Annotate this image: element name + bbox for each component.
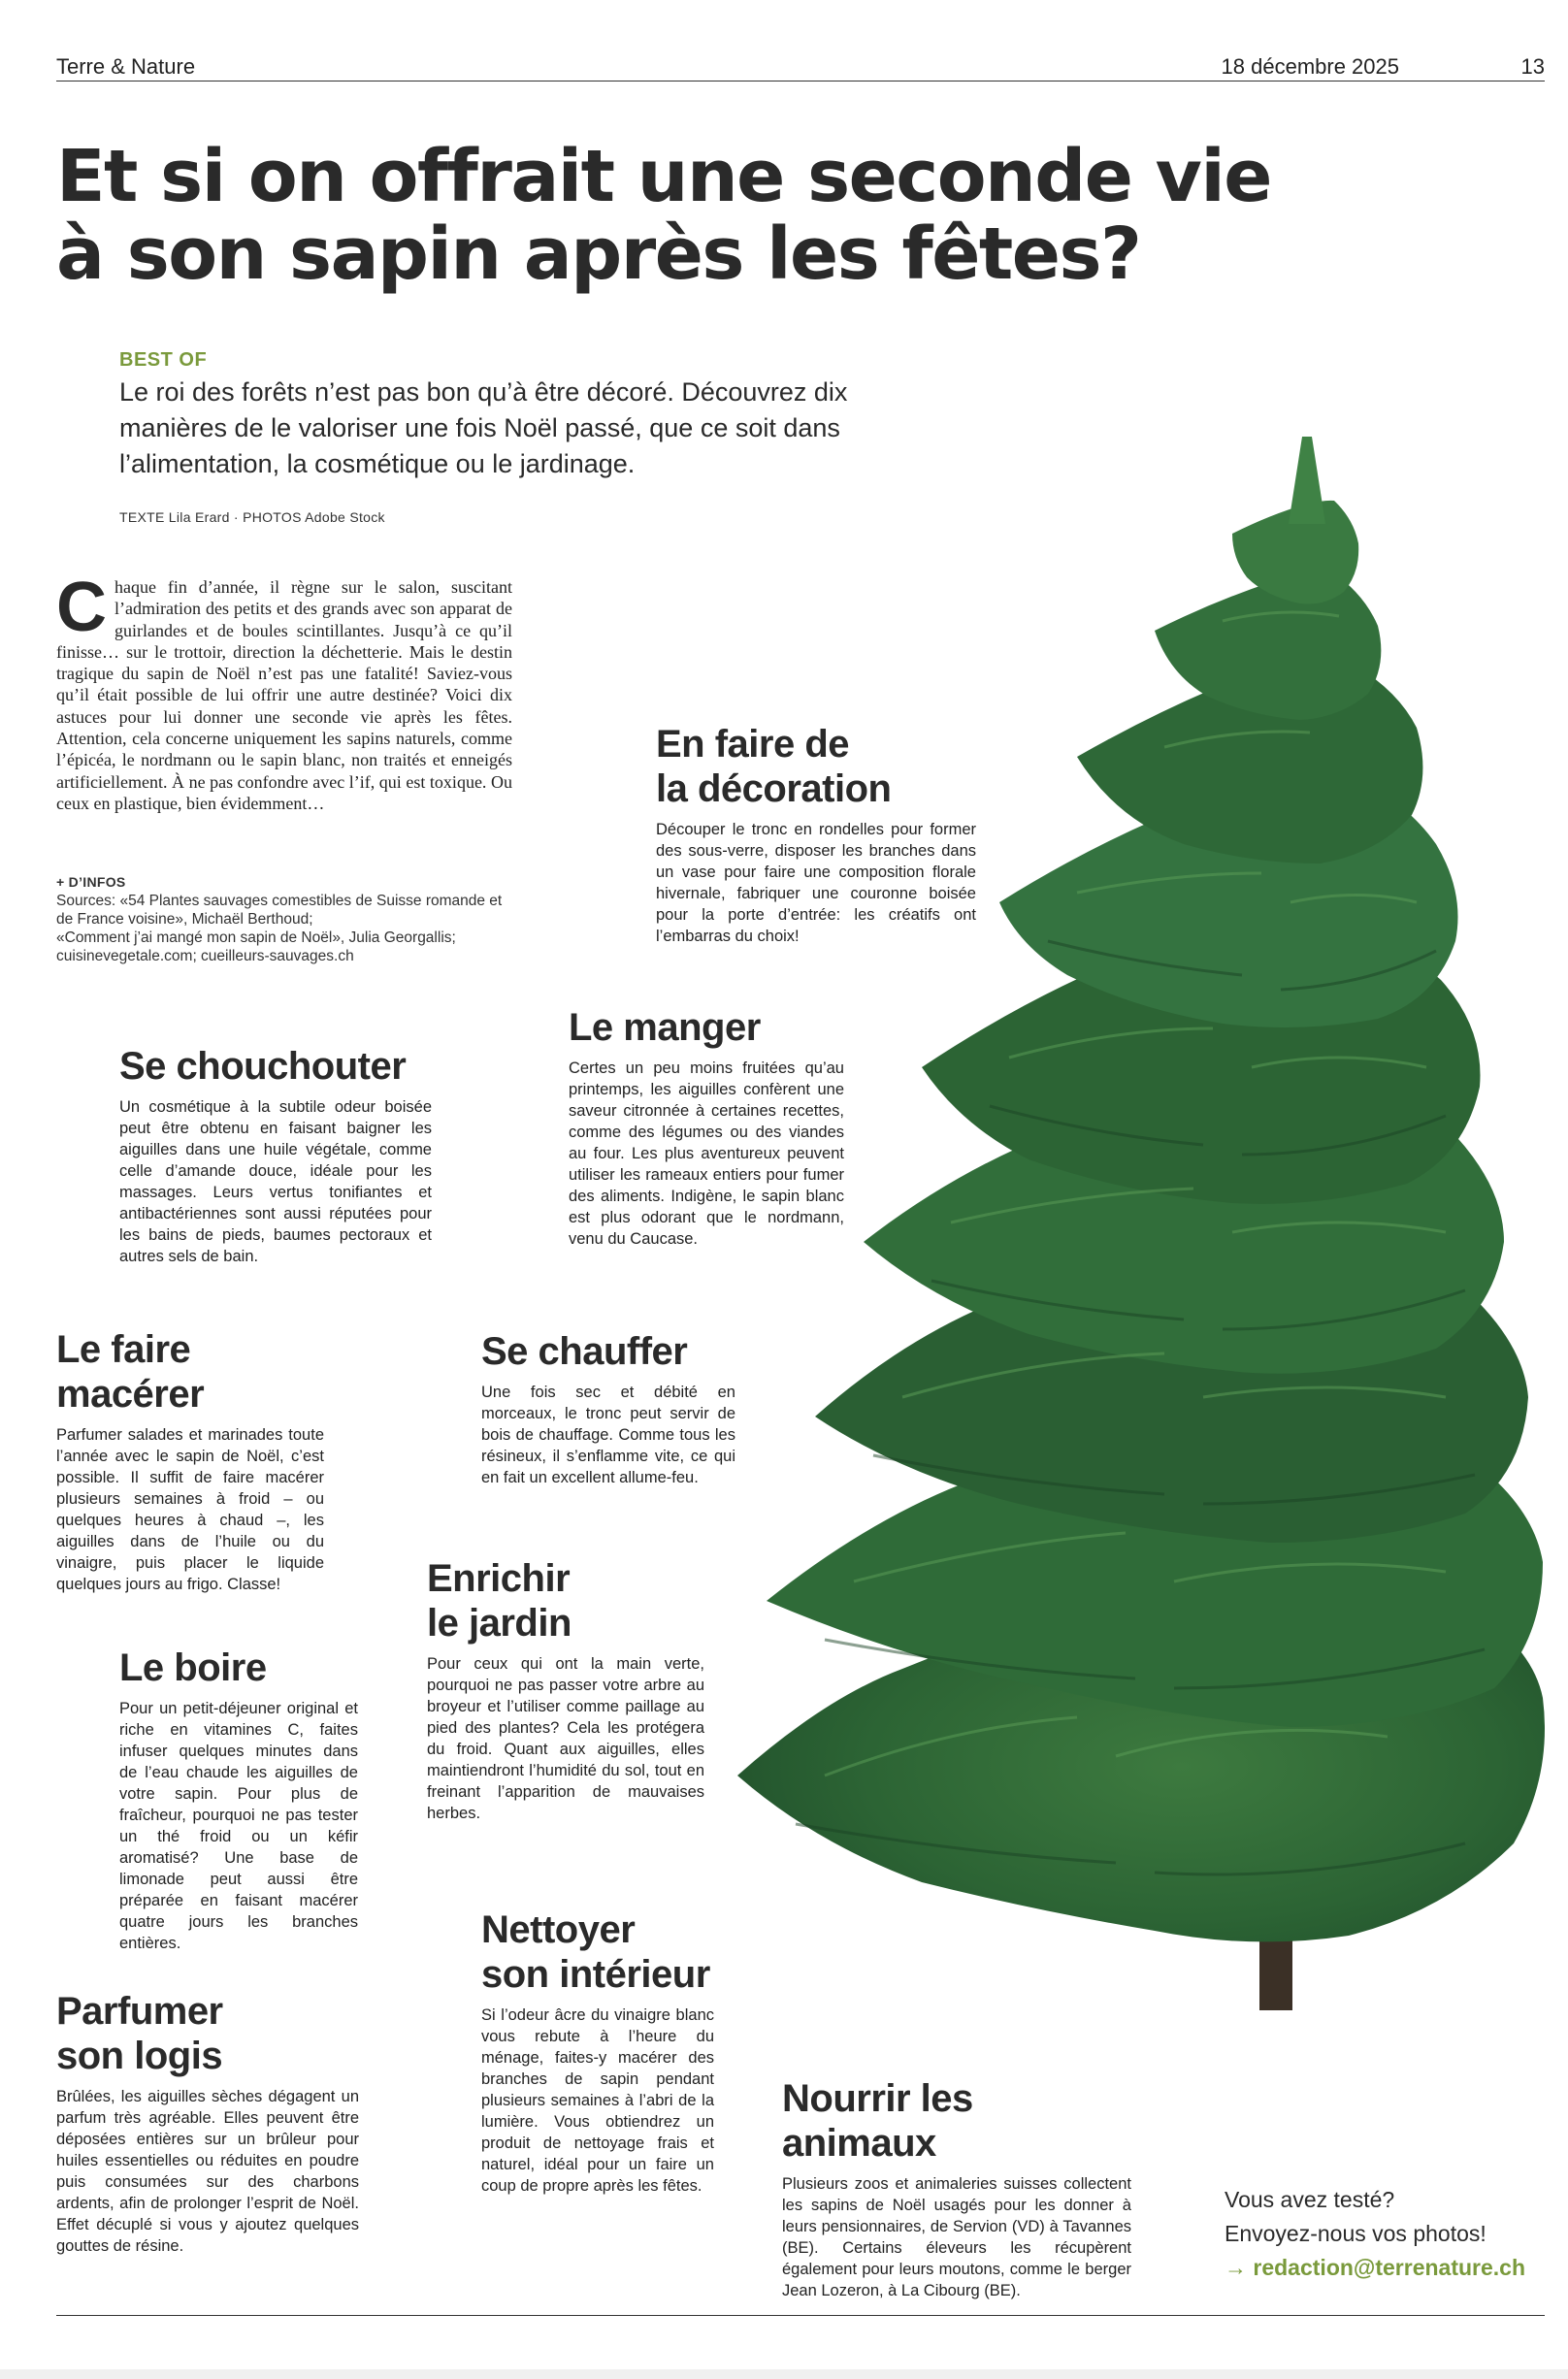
cta-email-link[interactable]: → redaction@terrenature.ch	[1225, 2255, 1526, 2280]
section-title-line-1: En faire de	[656, 723, 850, 766]
section-manger	[569, 1005, 844, 1250]
footer-rule	[56, 2315, 1545, 2316]
intro-paragraph	[56, 569, 512, 814]
headline-line-1: Et si on offrait une seconde vie	[56, 135, 1271, 218]
section-body: Si l’odeur âcre du vinaigre blanc vous rebute à l’heure du ménage, faites-y macérer des branches de sapin pendant plusieurs semaines à l’abri de la lumière. Vous obtiendrez un produit de nettoyage frais et naturel, idéal pour un faire un coup de propre après les fêtes.	[481, 2006, 714, 2195]
cta-line-2: Envoyez-nous vos photos!	[1225, 2221, 1486, 2246]
section-body: Un cosmétique à la subtile odeur boisée peut être obtenu en faisant baigner les aiguilles dans une huile végétale, comme celle d’amande douce, idéale pour les massages. Leurs vertus tonifiantes et antibactériennes sont aussi réputées pour les bains de pieds, baumes pectoraux et autres sels de bain.	[119, 1098, 432, 1265]
publication-name: Terre & Nature	[56, 54, 196, 79]
section-title-line-2: son intérieur	[481, 1953, 710, 1996]
section-title-line-2: le jardin	[427, 1602, 572, 1645]
section-body: Pour ceux qui ont la main verte, pourquoi ne pas passer votre arbre au broyeur et l’utiliser comme paillage au pied des plantes? Cela les protégera du froid. Quant aux aiguilles, elles maintiendront l’humidité du sol, tout en freinant l’apparition de mauvaises herbes.	[427, 1655, 704, 1822]
section-title: Se chauffer	[481, 1330, 688, 1373]
section-jardin	[427, 1556, 704, 1824]
dropcap: C	[56, 569, 107, 646]
kicker: BEST OF	[119, 349, 208, 371]
intro-text: haque fin d’année, il règne sur le salon, suscitant l’admiration des petits et des grands avec son apparat de guirlandes et de boules scintillantes. Jusqu’à ce qu’il finisse… sur le trottoir, direction la déchetterie. Mais le destin tragique du sapin de Noël n’est pas une fatalité! Saviez-vous qu’il était possible de lui offrir une autre destinée? Voici dix astuces pour lui donner une seconde vie après les fêtes. Attention, cela concerne uniquement les sapins naturels, comme l’épicéa, le nordmann ou le sapin blanc, non traités et enneigés artificiellement. À ne pas confondre avec l’if, qui est toxique. Ou ceux en plastique, bien évidemment…	[56, 577, 512, 813]
infos-source-3: cuisinevegetale.com; cueilleurs-sauvages.ch	[56, 948, 354, 964]
tree-top-spike	[1289, 437, 1325, 524]
section-title	[56, 1327, 324, 1417]
section-decoration	[656, 722, 976, 947]
cta-line-1: Vous avez testé?	[1225, 2187, 1395, 2212]
headline-line-2: à son sapin après les fêtes?	[56, 212, 1141, 296]
section-chauffer	[481, 1329, 735, 1488]
section-title-line-1: Nettoyer	[481, 1908, 636, 1951]
section-body: Brûlées, les aiguilles sèches dégagent un parfum très agréable. Elles peuvent être déposées entières sur un brûleur pour huiles essentielles ou réduites en poudre puis consumées sur des charbons ardents, afin de prolonger l’esprit de Noël. Effet décuplé si vous y ajoutez quelques gouttes de résine.	[56, 2088, 359, 2255]
section-body: Une fois sec et débité en morceaux, le tronc peut servir de bois de chauffage. Comme tous les résineux, il s’enflamme vite, ce qui en fait un excellent allume-feu.	[481, 1384, 735, 1486]
section-title-line-2: macérer	[56, 1373, 205, 1416]
issue-date: 18 décembre 2025	[1221, 54, 1399, 79]
infos-source-2: «Comment j’ai mangé mon sapin de Noël», Julia Georgallis;	[56, 929, 456, 946]
section-title-line-1: Enrichir	[427, 1557, 571, 1600]
infos-title: + D’INFOS	[56, 874, 126, 890]
section-title	[427, 1556, 704, 1646]
section-body: Parfumer salades et marinades toute l’année avec le sapin de Noël, c’est possible. Il suffit de faire macérer plusieurs semaines à froid – ou quelques heures à chaud –, les aiguilles dans de l’huile ou du vinaigre, puis placer le liquide quelques jours au frigo. Classe!	[56, 1426, 324, 1593]
section-title-line-1: Le faire	[56, 1328, 191, 1371]
section-title: Se chouchouter	[119, 1045, 407, 1088]
section-title-line-1: Parfumer	[56, 1990, 223, 2033]
section-title-line-2: son logis	[56, 2035, 223, 2077]
tree-foliage	[737, 437, 1545, 2010]
section-macerer	[56, 1327, 324, 1595]
page-number: 13	[1520, 54, 1545, 79]
fir-tree-image	[708, 437, 1552, 2067]
section-body: Pour un petit-déjeuner original et riche en vitamines C, faites infuser quelques minutes dans de l’eau chaude les aiguilles de votre sapin. Pour plus de fraîcheur, pourquoi ne pas tester un thé froid ou un kéfir aromatisé? Une base de limonade peut aussi être préparée en faisant macérer quatre jours les branches entières.	[119, 1700, 358, 1952]
infos-source-1: Sources: «54 Plantes sauvages comestibles de Suisse romande et de France voisine», Michaël Berthoud;	[56, 893, 503, 928]
lead-paragraph: Le roi des forêts n’est pas bon qu’à être décoré. Découvrez dix manières de le valoriser une fois Noël passé, que ce soit dans l’alimentation, la cosmétique ou le jardinage.	[119, 377, 848, 478]
section-title-line-2: la décoration	[656, 767, 892, 810]
section-chouchouter	[119, 1044, 432, 1267]
section-boire	[119, 1646, 358, 1954]
section-title	[56, 1989, 359, 2078]
page-bottom-band	[0, 2369, 1568, 2379]
foliage-tier-8	[1155, 570, 1381, 720]
section-title	[481, 1907, 714, 1997]
credits: TEXTE Lila Erard · PHOTOS Adobe Stock	[119, 509, 385, 525]
section-title: Le boire	[119, 1646, 267, 1689]
section-title: Le manger	[569, 1006, 761, 1049]
headline	[56, 135, 1318, 296]
section-title: Nourrir les animaux	[782, 2077, 973, 2165]
section-body: Certes un peu moins fruitées qu’au printemps, les aiguilles confèrent une saveur citronnée à certaines recettes, comme des légumes ou des viandes au four. Les plus aventureux peuvent utiliser les rameaux entiers pour fumer des aliments. Indigène, le sapin blanc est plus odorant que le nordmann, venu du Caucase.	[569, 1059, 844, 1248]
section-nettoyer	[481, 1907, 714, 2197]
reader-cta	[1225, 2183, 1554, 2285]
masthead	[56, 52, 1545, 81]
section-body: Découper le tronc en rondelles pour former des sous-verre, disposer les branches dans un vase pour faire une composition florale hivernale, fabriquer une couronne boisée pour la porte d’entrée: les créatifs ont l’embarras du choix!	[656, 821, 976, 945]
section-title	[656, 722, 976, 811]
infos-box	[56, 873, 522, 965]
section-body: Plusieurs zoos et animaleries suisses collectent les sapins de Noël usagés pour les donner à leurs pensionnaires, de Servion (VD) à Tavannes (BE). Certains éleveurs les récupèrent également pour leurs moutons, comme le berger Jean Lozeron, à La Cibourg (BE).	[782, 2175, 1131, 2299]
section-parfumer	[56, 1989, 359, 2257]
section-animaux	[782, 2076, 1131, 2301]
